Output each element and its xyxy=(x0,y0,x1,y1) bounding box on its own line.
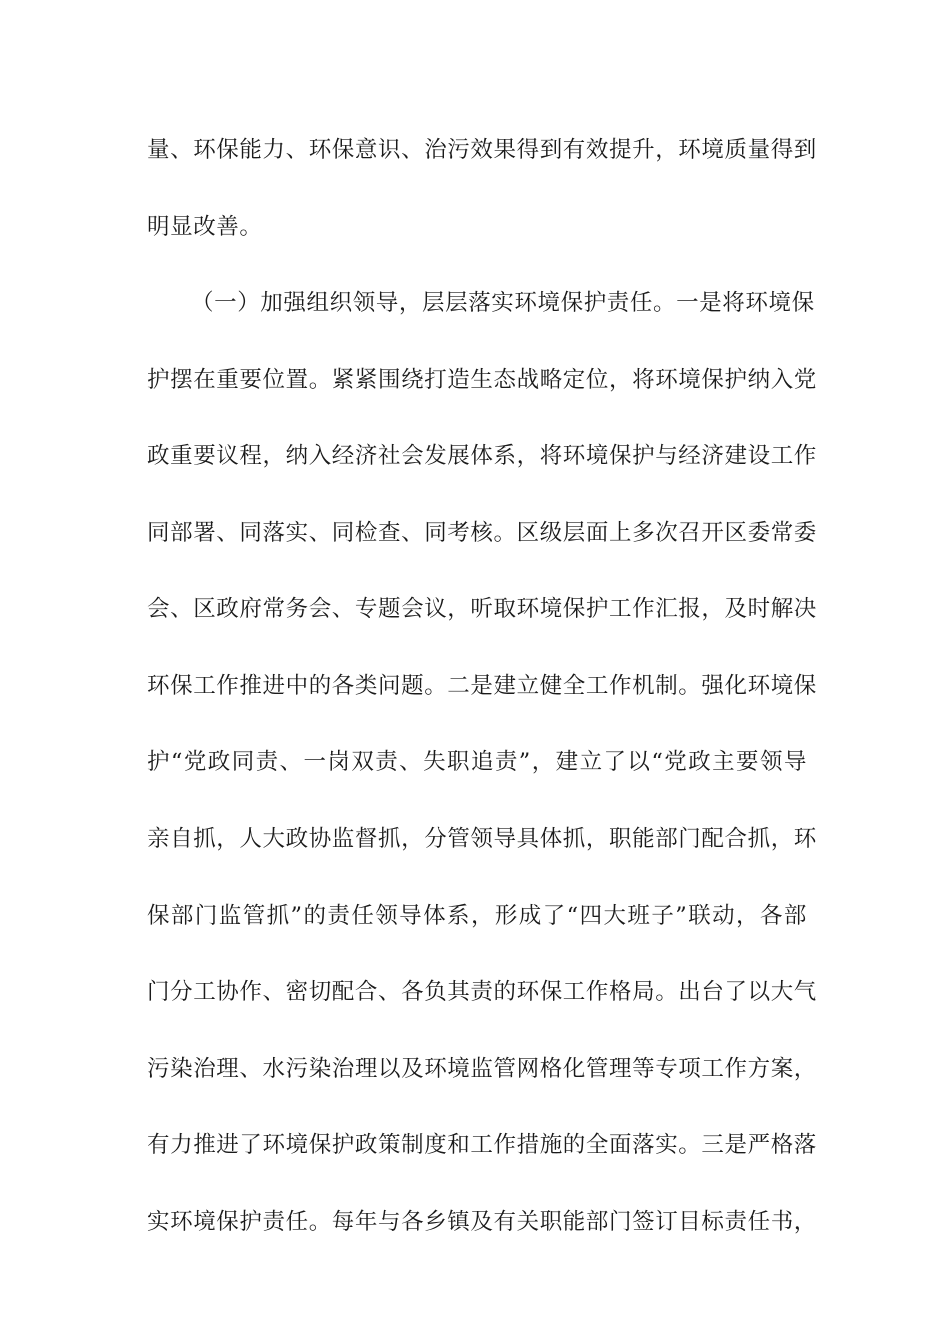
paragraph-line: 同部署、同落实、同检查、同考核。区级层面上多次召开区委常委 xyxy=(147,520,817,546)
paragraph-line: 环保工作推进中的各类问题。二是建立健全工作机制。强化环境保 xyxy=(147,673,817,699)
paragraph-line: 明显改善。 xyxy=(147,214,263,240)
paragraph-line: 护“党政同责、一岗双责、失职追责”，建立了以“党政主要领导 xyxy=(147,749,807,775)
paragraph-line: 保部门监管抓”的责任领导体系，形成了“四大班子”联动，各部 xyxy=(147,903,807,929)
paragraph-line: 亲自抓，人大政协监督抓，分管领导具体抓，职能部门配合抓，环 xyxy=(147,826,817,852)
paragraph-line: 实环境保护责任。每年与各乡镇及有关职能部门签订目标责任书， xyxy=(147,1209,817,1235)
paragraph-line: 门分工协作、密切配合、各负其责的环保工作格局。出台了以大气 xyxy=(147,979,817,1005)
paragraph-line: 有力推进了环境保护政策制度和工作措施的全面落实。三是严格落 xyxy=(147,1132,817,1158)
paragraph-line: 会、区政府常务会、专题会议，听取环境保护工作汇报，及时解决 xyxy=(147,596,817,622)
paragraph-line: 量、环保能力、环保意识、治污效果得到有效提升，环境质量得到 xyxy=(147,137,817,163)
section-heading-line: （一）加强组织领导，层层落实环境保护责任。一是将环境保 xyxy=(191,290,815,316)
paragraph-line: 污染治理、水污染治理以及环境监管网格化管理等专项工作方案， xyxy=(147,1056,817,1082)
paragraph-line: 护摆在重要位置。紧紧围绕打造生态战略定位，将环境保护纳入党 xyxy=(147,367,817,393)
paragraph-line: 政重要议程，纳入经济社会发展体系，将环境保护与经济建设工作 xyxy=(147,443,817,469)
